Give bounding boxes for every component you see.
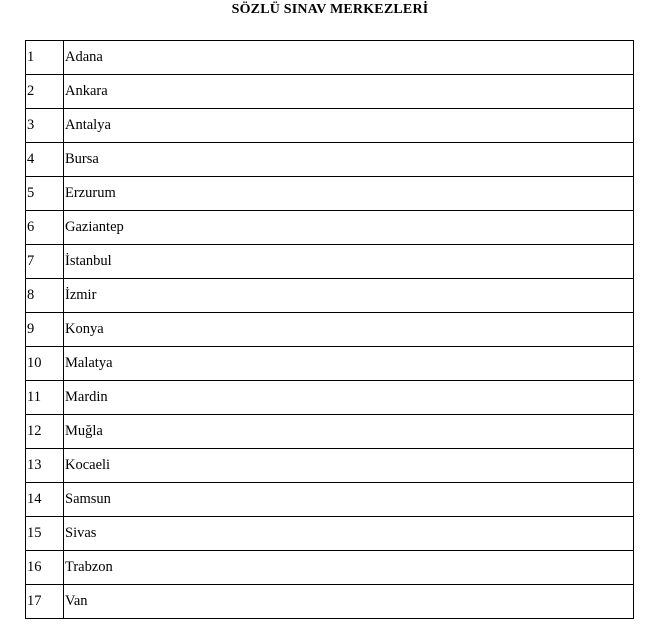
city-name: Gaziantep (64, 211, 634, 245)
row-number: 4 (26, 143, 64, 177)
table-row (26, 381, 634, 415)
table-row (26, 279, 634, 313)
row-number: 5 (26, 177, 64, 211)
table-row (26, 75, 634, 109)
city-name: Samsun (64, 483, 634, 517)
city-name: Konya (64, 313, 634, 347)
city-name: Sivas (64, 517, 634, 551)
city-name: Kocaeli (64, 449, 634, 483)
city-name: Erzurum (64, 177, 634, 211)
exam-centers-table (25, 40, 634, 619)
row-number: 9 (26, 313, 64, 347)
exam-centers-table-body (26, 41, 634, 619)
city-name: Muğla (64, 415, 634, 449)
table-row (26, 585, 634, 619)
row-number: 7 (26, 245, 64, 279)
city-name: Mardin (64, 381, 634, 415)
table-row (26, 143, 634, 177)
row-number: 11 (26, 381, 64, 415)
table-row (26, 415, 634, 449)
document-title: SÖZLÜ SINAV MERKEZLERİ (231, 2, 429, 17)
table-row (26, 211, 634, 245)
city-name: İstanbul (64, 245, 634, 279)
city-name: Ankara (64, 75, 634, 109)
table-row (26, 551, 634, 585)
city-name: Malatya (64, 347, 634, 381)
row-number: 1 (26, 41, 64, 75)
table-row (26, 517, 634, 551)
city-name: Antalya (64, 109, 634, 143)
table-row (26, 313, 634, 347)
table-row (26, 109, 634, 143)
row-number: 13 (26, 449, 64, 483)
table-row (26, 41, 634, 75)
row-number: 15 (26, 517, 64, 551)
table-row (26, 347, 634, 381)
table-row (26, 449, 634, 483)
table-row (26, 483, 634, 517)
city-name: Van (64, 585, 634, 619)
table-row (26, 245, 634, 279)
city-name: Adana (64, 41, 634, 75)
row-number: 3 (26, 109, 64, 143)
row-number: 2 (26, 75, 64, 109)
table-row (26, 177, 634, 211)
city-name: Trabzon (64, 551, 634, 585)
row-number: 10 (26, 347, 64, 381)
row-number: 17 (26, 585, 64, 619)
row-number: 6 (26, 211, 64, 245)
row-number: 8 (26, 279, 64, 313)
row-number: 14 (26, 483, 64, 517)
row-number: 16 (26, 551, 64, 585)
row-number: 12 (26, 415, 64, 449)
city-name: İzmir (64, 279, 634, 313)
city-name: Bursa (64, 143, 634, 177)
